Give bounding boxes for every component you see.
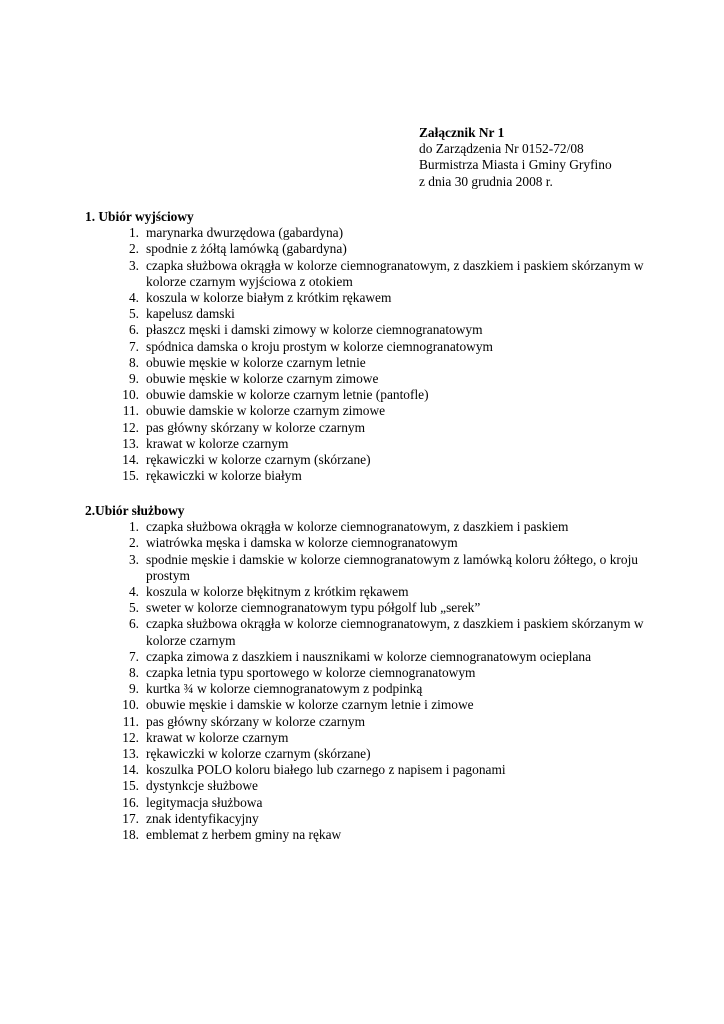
list-item bbox=[85, 387, 670, 403]
list-item bbox=[85, 649, 670, 665]
item-text: kapelusz damski bbox=[146, 306, 235, 322]
list-item bbox=[85, 778, 670, 794]
item-number: 6. bbox=[128, 322, 139, 338]
item-text: spodnie z żółtą lamówką (gabardyna) bbox=[146, 241, 347, 257]
list-item bbox=[85, 681, 670, 697]
item-text: wiatrówka męska i damska w kolorze ciemnogranatowym bbox=[146, 535, 458, 551]
item-text: sweter w kolorze ciemnogranatowym typu półgolf lub „serek” bbox=[146, 600, 481, 616]
item-number: 10. bbox=[122, 697, 139, 713]
item-number: 18. bbox=[122, 827, 139, 843]
item-text: krawat w kolorze czarnym bbox=[146, 435, 289, 451]
list-item bbox=[85, 436, 670, 452]
item-text: spodnie męskie i damskie w kolorze ciemnogranatowym z lamówką koloru żółtego, o kroju prostym bbox=[146, 551, 638, 583]
item-text: koszulka POLO koloru białego lub czarnego z napisem i pagonami bbox=[146, 762, 506, 778]
attachment-header bbox=[419, 125, 612, 190]
item-number: 2. bbox=[128, 535, 139, 551]
list-item bbox=[85, 730, 670, 746]
item-text: krawat w kolorze czarnym bbox=[146, 729, 289, 745]
item-number: 16. bbox=[122, 794, 139, 810]
item-number: 7. bbox=[128, 648, 139, 664]
list-item bbox=[85, 697, 670, 713]
item-text: rękawiczki w kolorze białym bbox=[146, 468, 302, 484]
list-item bbox=[85, 322, 670, 338]
item-number: 8. bbox=[128, 354, 139, 370]
section-service-uniform bbox=[85, 503, 670, 843]
item-number: 13. bbox=[122, 435, 139, 451]
item-number: 12. bbox=[122, 419, 139, 435]
item-number: 6. bbox=[128, 616, 139, 632]
list-item bbox=[85, 403, 670, 419]
item-text: czapka letnia typu sportowego w kolorze ciemnogranatowym bbox=[146, 665, 476, 681]
list-item bbox=[85, 420, 670, 436]
item-number: 4. bbox=[128, 290, 139, 306]
attachment-reference: do Zarządzenia Nr 0152-72/08 bbox=[419, 141, 584, 157]
list-item bbox=[85, 371, 670, 387]
list-item bbox=[85, 468, 670, 484]
item-number: 11. bbox=[122, 713, 139, 729]
item-text: rękawiczki w kolorze czarnym (skórzane) bbox=[146, 452, 371, 468]
item-number: 9. bbox=[128, 681, 139, 697]
item-number: 8. bbox=[128, 665, 139, 681]
section-title: 1. Ubiór wyjściowy bbox=[85, 209, 194, 224]
list-item bbox=[85, 290, 670, 306]
item-text: czapka służbowa okrągła w kolorze ciemnogranatowym, z daszkiem i paskiem skórzanym w kolorze czarnym bbox=[146, 616, 644, 648]
list-item bbox=[85, 600, 670, 616]
item-text: obuwie damskie w kolorze czarnym zimowe bbox=[146, 403, 386, 419]
item-number: 2. bbox=[128, 241, 139, 257]
item-list bbox=[85, 225, 670, 484]
item-number: 14. bbox=[122, 762, 139, 778]
item-text: znak identyfikacyjny bbox=[146, 810, 259, 826]
list-item bbox=[85, 746, 670, 762]
list-item bbox=[85, 795, 670, 811]
item-text: spódnica damska o kroju prostym w kolorze ciemnogranatowym bbox=[146, 338, 493, 354]
item-text: rękawiczki w kolorze czarnym (skórzane) bbox=[146, 746, 371, 762]
list-item bbox=[85, 584, 670, 600]
attachment-date: z dnia 30 grudnia 2008 r. bbox=[419, 173, 553, 189]
list-item bbox=[85, 535, 670, 551]
item-number: 12. bbox=[122, 729, 139, 745]
list-item bbox=[85, 241, 670, 257]
item-number: 3. bbox=[128, 551, 139, 567]
item-text: obuwie męskie i damskie w kolorze czarnym letnie i zimowe bbox=[146, 697, 474, 713]
list-item bbox=[85, 258, 670, 290]
item-number: 15. bbox=[122, 468, 139, 484]
item-number: 5. bbox=[128, 306, 139, 322]
list-item bbox=[85, 827, 670, 843]
item-number: 1. bbox=[128, 519, 139, 535]
section-title: 2.Ubiór służbowy bbox=[85, 503, 185, 518]
item-number: 15. bbox=[122, 778, 139, 794]
list-item bbox=[85, 616, 670, 648]
item-text: pas główny skórzany w kolorze czarnym bbox=[146, 713, 366, 729]
item-number: 9. bbox=[128, 371, 139, 387]
item-text: koszula w kolorze białym z krótkim rękawem bbox=[146, 290, 392, 306]
item-text: czapka służbowa okrągła w kolorze ciemnogranatowym, z daszkiem i paskiem bbox=[146, 519, 569, 535]
item-text: emblemat z herbem gminy na rękaw bbox=[146, 827, 342, 843]
attachment-issuer: Burmistrza Miasta i Gminy Gryfino bbox=[419, 157, 612, 173]
list-item bbox=[85, 339, 670, 355]
list-item bbox=[85, 452, 670, 468]
list-item bbox=[85, 762, 670, 778]
item-text: czapka służbowa okrągła w kolorze ciemnogranatowym, z daszkiem i paskiem skórzanym w kolorze czarnym wyjściowa z otokiem bbox=[146, 257, 644, 289]
list-item bbox=[85, 714, 670, 730]
item-text: legitymacja służbowa bbox=[146, 794, 263, 810]
item-text: marynarka dwurzędowa (gabardyna) bbox=[146, 225, 344, 241]
list-item bbox=[85, 665, 670, 681]
list-item bbox=[85, 552, 670, 584]
item-text: czapka zimowa z daszkiem i nausznikami w kolorze ciemnogranatowym ocieplana bbox=[146, 648, 592, 664]
item-number: 11. bbox=[122, 403, 139, 419]
item-list bbox=[85, 519, 670, 843]
section-outing-uniform bbox=[85, 209, 670, 484]
item-text: płaszcz męski i damski zimowy w kolorze ciemnogranatowym bbox=[146, 322, 483, 338]
item-number: 3. bbox=[128, 257, 139, 273]
list-item bbox=[85, 355, 670, 371]
list-item bbox=[85, 225, 670, 241]
item-number: 14. bbox=[122, 452, 139, 468]
item-number: 10. bbox=[122, 387, 139, 403]
item-number: 1. bbox=[128, 225, 139, 241]
item-text: obuwie męskie w kolorze czarnym letnie bbox=[146, 354, 366, 370]
item-number: 17. bbox=[122, 810, 139, 826]
item-number: 7. bbox=[128, 338, 139, 354]
item-text: kurtka ¾ w kolorze ciemnogranatowym z podpinką bbox=[146, 681, 423, 697]
list-item bbox=[85, 519, 670, 535]
list-item bbox=[85, 811, 670, 827]
item-text: koszula w kolorze błękitnym z krótkim rękawem bbox=[146, 584, 409, 600]
item-number: 13. bbox=[122, 746, 139, 762]
list-item bbox=[85, 306, 670, 322]
item-number: 4. bbox=[128, 584, 139, 600]
item-text: obuwie damskie w kolorze czarnym letnie (pantofle) bbox=[146, 387, 429, 403]
item-text: dystynkcje służbowe bbox=[146, 778, 258, 794]
item-text: pas główny skórzany w kolorze czarnym bbox=[146, 419, 366, 435]
item-number: 5. bbox=[128, 600, 139, 616]
item-text: obuwie męskie w kolorze czarnym zimowe bbox=[146, 371, 379, 387]
attachment-title: Załącznik Nr 1 bbox=[419, 125, 505, 140]
